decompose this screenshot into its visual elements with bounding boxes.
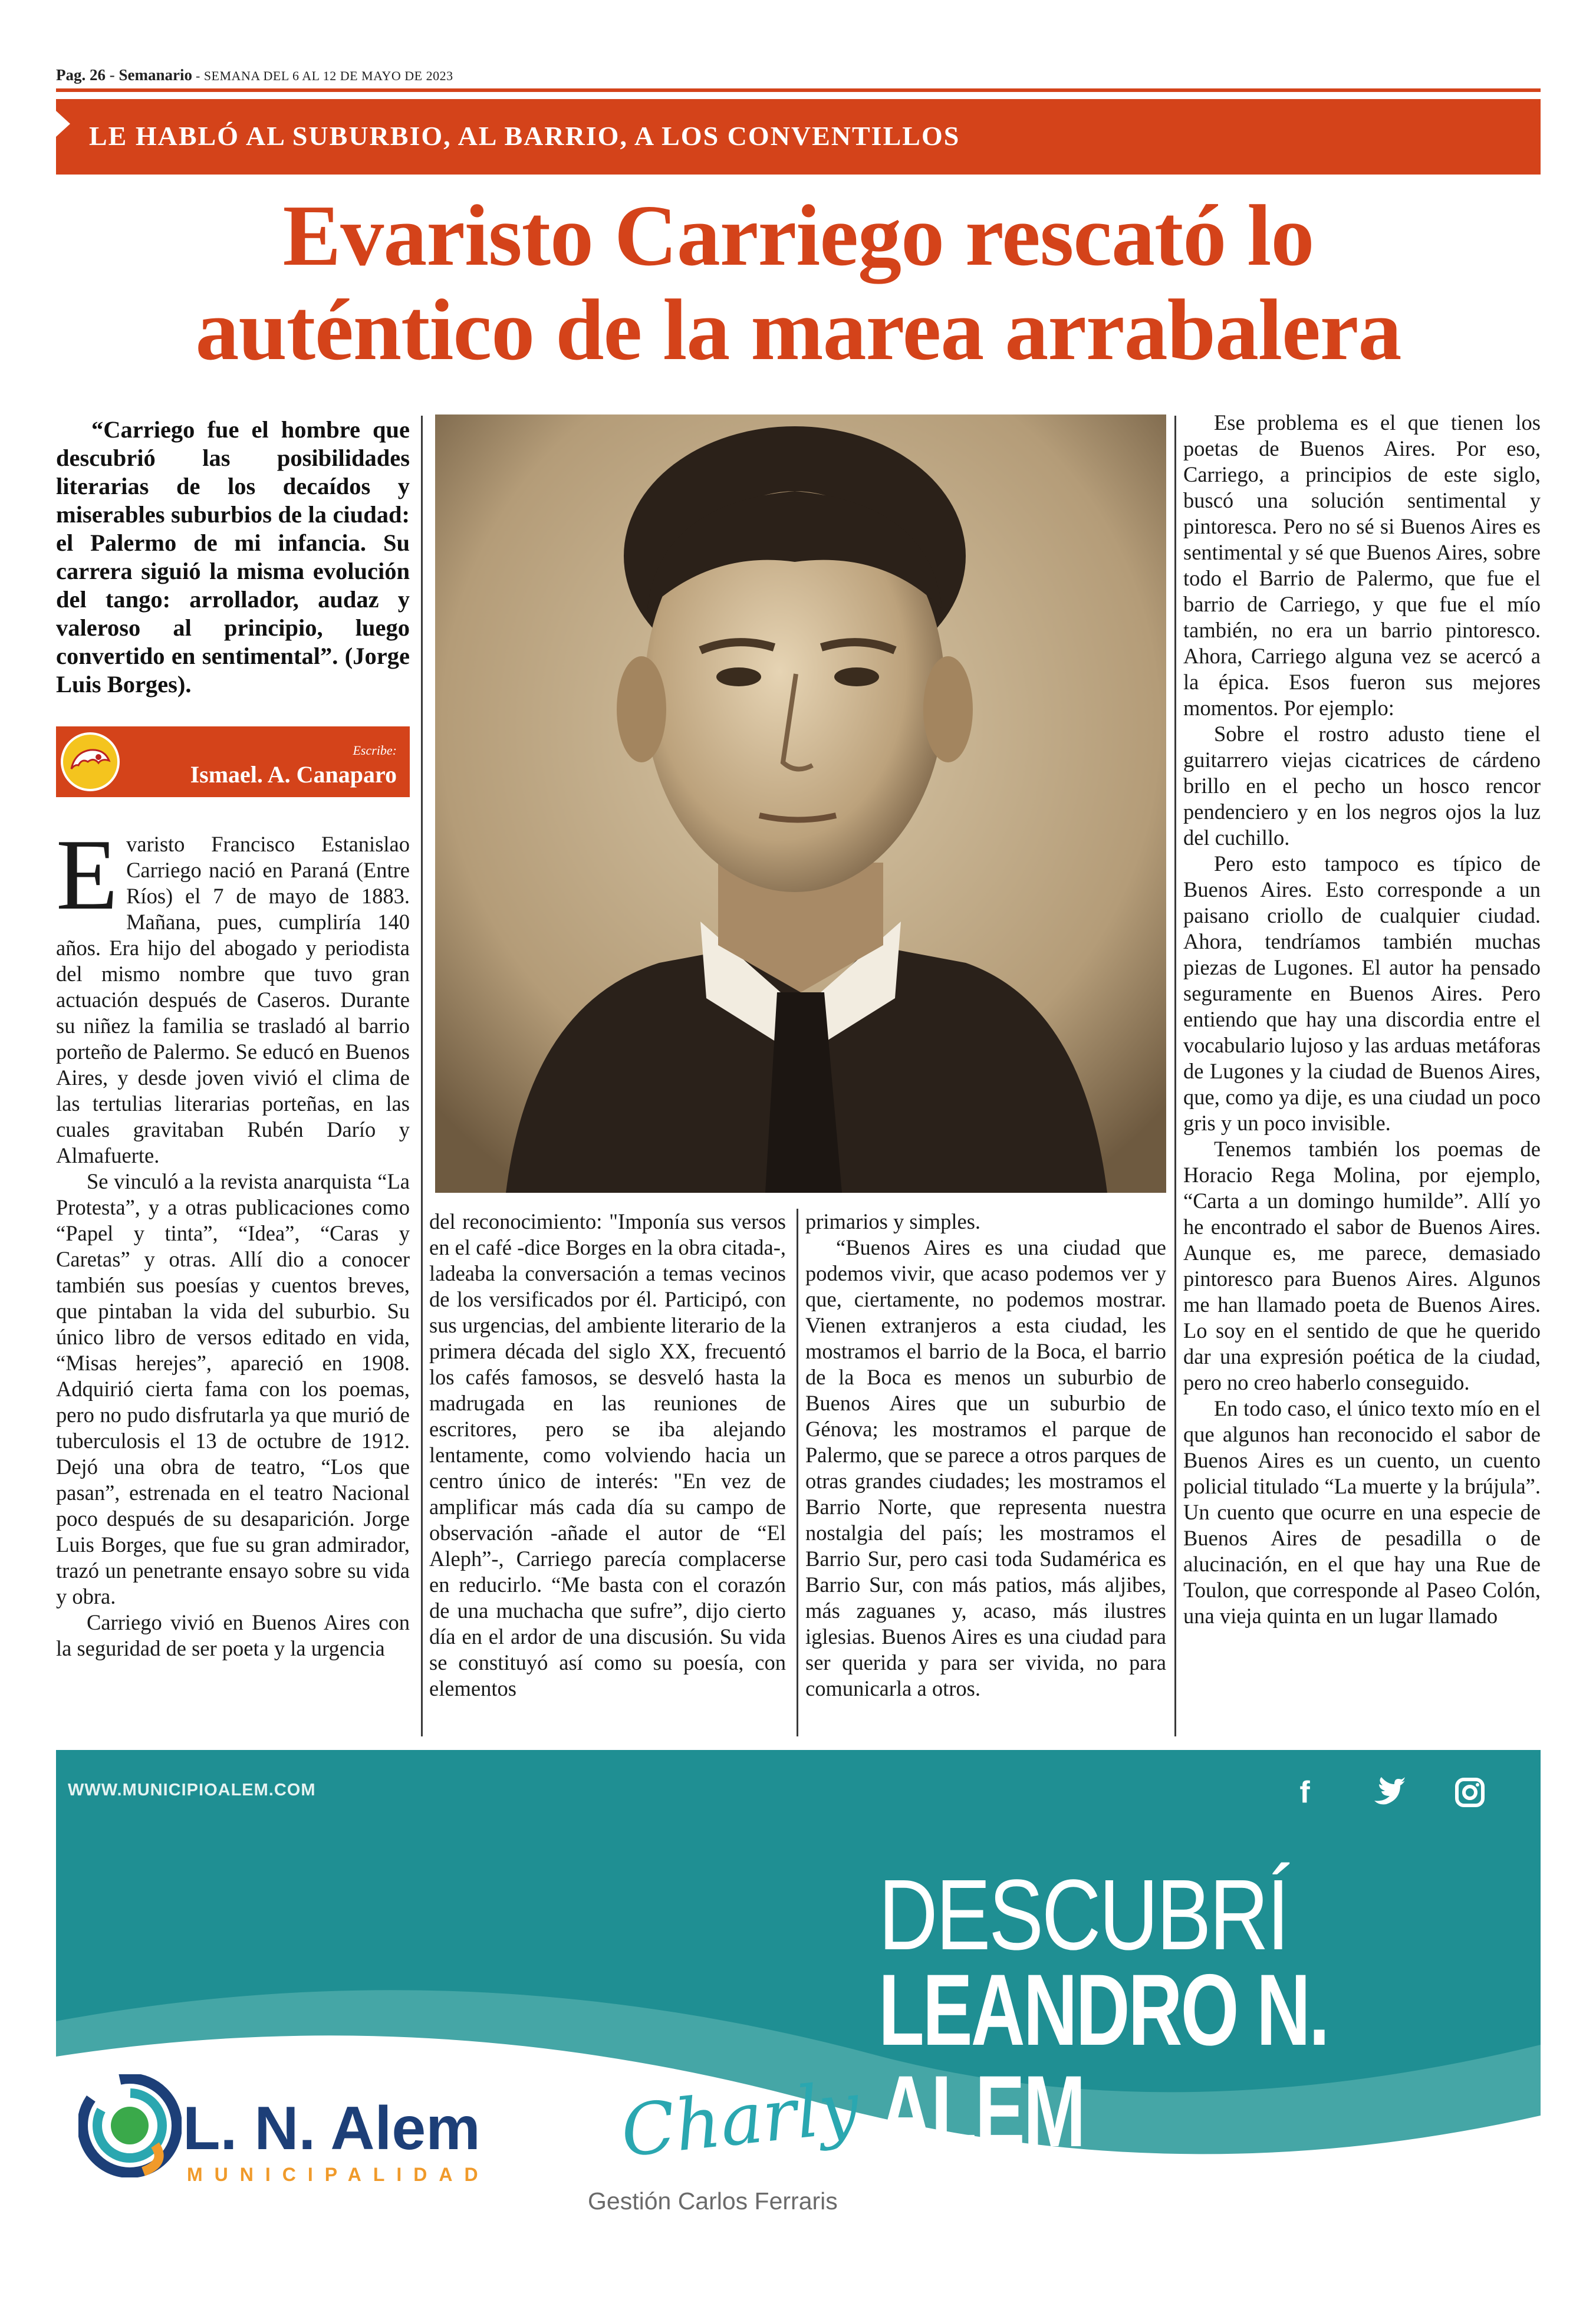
twitter-icon[interactable]	[1370, 1775, 1405, 1810]
publication-name: Semanario	[119, 66, 192, 84]
paragraph: Pero esto tampoco es típico de Buenos Aires. Esto corresponde a un paisano criollo de cualquier ciudad. Ahora, tendríamos también muchas piezas de Lugones. El autor ha pensado seguramente en Buenos Aires. Pero entiendo que hay una discordia entre el vocabulario lujoso y las arduas metáforas de Lugones y la ciudad de Buenos Aires, que, como ya dije, es una ciudad un poco gris y un poco invisible.	[1183, 851, 1541, 1135]
advertisement-banner	[56, 1750, 1541, 2316]
issue-week: - SEMANA DEL 6 AL 12 DE MAYO DE 2023	[192, 68, 453, 83]
headline	[56, 189, 1541, 377]
signature-caption: Gestión Carlos Ferraris	[588, 2187, 838, 2215]
headline-line-2: auténtico de la marea arrabalera	[195, 282, 1401, 379]
header-separator: -	[106, 66, 119, 84]
kicker-bar	[56, 99, 1541, 175]
drop-cap: E	[56, 819, 119, 931]
headline-line-1: Evaristo Carriego rescató lo	[282, 187, 1314, 284]
author-name: Ismael. A. Canaparo	[190, 761, 397, 788]
signature-logo: Charly	[617, 2067, 863, 2173]
paragraph-text: varisto Francisco Estanislao Carriego nació en Paraná (Entre Ríos) el 7 de mayo de 1883. Mañana, pues, cumpliría 140 años. Era hijo del abogado y periodista del mismo nombre que tuvo gran actuación después de Caseros. Durante su niñez la familia se trasladó al barrio porteño de Palermo. Se educó en Buenos Aires, y desde joven vivió el clima de las tertulias literarias porteñas, en las cuales gravitaban Rubén Darío y Almafuerte.	[56, 832, 410, 1167]
paragraph	[56, 819, 410, 1169]
column-divider	[421, 416, 423, 1736]
municipality-logo-icon	[78, 2074, 182, 2177]
kicker-text: LE HABLÓ AL SUBURBIO, AL BARRIO, A LOS CONVENTILLOS	[89, 121, 960, 151]
column-divider	[797, 1209, 798, 1736]
ad-headline-line-1: DESCUBRÍ	[878, 1859, 1288, 1971]
paragraph: En todo caso, el único texto mío en el que algunos han reconocido el sabor de Buenos Aires es un cuento, un cuento policial titulado “La muerte y la brújula”. Un cuento que ocurre en una especie de Buenos Aires de pesadilla o de alucinación, en el que hay una Rue de Toulon, que corresponde al Paseo Colón, una vieja quinta en un lugar llamado	[1183, 1396, 1541, 1628]
kicker-triangle-icon	[56, 111, 70, 137]
page-header	[56, 66, 453, 84]
paragraph: Se vinculó a la revista anarquista “La Protesta”, y a otras publicaciones como “Papel y tinta”, “Idea”, “Caras y Caretas” y otras. Allí dio a conocer también sus poesías y cuentos breves, que pintaban la vida del suburbio. Su único libro de versos editado en vida, “Misas herejes”, apareció en 1908. Adquirió cierta fama con los poemas, pero no pudo disfrutarla ya que murió de tuberculosis el 13 de octubre de 1912. Dejó una obra de teatro, “Los que pasan”, estrenada en el teatro Nacional poco después de su desaparición. Jorge Luis Borges, que fue su gran admirador, trazó un penetrante ensayo sobre su vida y obra.	[56, 1169, 410, 1608]
instagram-icon[interactable]	[1452, 1775, 1488, 1810]
article-column-1	[56, 819, 410, 1662]
paragraph: del reconocimiento: "Imponía sus versos en el café -dice Borges en la obra citada-, ladeaba la conversación a temas vecinos de los versificados por él. Participó, con sus urgencias, del ambiente literario de la primera década del siglo XX, frecuentó los cafés famosos, se desveló hasta la madrugada en las reuniones de escritores, pero se iba alejando lentamente, como volviendo hacia un centro único de interés: "En vez de amplificar más cada día su campo de observación -añade el autor de “El Aleph”-, Carriego parecía complacerse en reducirlo. “Me basta con el corazón de una muchacha que sufre”, dijo cierto día en el ardor de una discusión. Su vida se constituyó así como su poesía, con elementos	[429, 1209, 786, 1700]
page-number: Pag. 26	[56, 66, 106, 84]
ad-headline-line-2: LEANDRO N. ALEM	[878, 1953, 1328, 2168]
paragraph: Ese problema es el que tienen los poetas de Buenos Aires. Por eso, Carriego, a principios de este siglo, buscó una solución sentimental y pintoresca. Pero no sé si Buenos Aires es sentimental y sé que Buenos Aires, sobre todo el Barrio de Palermo, que fue el barrio de Carriego, y que fue el mío también, no era un barrio pintoresco. Ahora, Carriego alguna vez se acercó a la épica. Esos fueron sus mejores momentos. Por ejemplo:	[1183, 410, 1541, 720]
article-column-3	[805, 1209, 1166, 1702]
article-column-2	[429, 1209, 786, 1702]
municipality-logo-subtitle: MUNICIPALIDAD	[187, 2164, 490, 2185]
paragraph: Carriego vivió en Buenos Aires con la seguridad de ser poeta y la urgencia	[56, 1610, 410, 1660]
byline-box	[56, 726, 410, 797]
paragraph: “Buenos Aires es una ciudad que podemos vivir, que acaso podemos ver y que, ciertamente, no podemos mostrar. Vienen extranjeros a esta ciudad, les mostramos el barrio de la Boca, el barrio de la Boca es menos un suburbio de Buenos Aires que un suburbio de Génova; les mostramos el parque de Palermo, que se parece a otros parques de otras grandes ciudades; les mostramos el Barrio Norte, que representa nuestra nostalgia del país; les mostramos el Barrio Sur, pero casi toda Sudamérica es Barrio Sur, con más patios, más aljibes, más zaguanes y, acaso, más ilustres iglesias. Buenos Aires es una ciudad para ser querida y para ser vivida, no para comunicarla a otros.	[805, 1235, 1166, 1700]
portrait-photo	[435, 414, 1166, 1193]
paragraph: Sobre el rostro adusto tiene el guitarrero viejas cicatrices de cárdeno brillo en el pecho un hosco rencor pendenciero y en los negros ojos la luz del cuchillo.	[1183, 722, 1541, 850]
pull-quote: “Carriego fue el hombre que descubrió las posibilidades literarias de los decaídos y miserables suburbios de la ciudad: el Palermo de mi infancia. Su carrera siguió la misma evolución del tango: arrollador, audaz y valeroso al principio, luego convertido en sentimental”. (Jorge Luis Borges).	[56, 416, 410, 698]
paragraph: Tenemos también los poemas de Horacio Rega Molina, por ejemplo, “Carta a un domingo humilde”. Allí yo he encontrado el sabor de Buenos Aires. Aunque es, me parece, demasiado pintoresco para Buenos Aires. Algunos me han llamado poeta de Buenos Aires. Lo soy en el sentido de que he querido dar una expresión poética de la ciudad, pero no creo haberlo conseguido.	[1183, 1137, 1541, 1394]
facebook-icon[interactable]: f	[1299, 1775, 1310, 1810]
header-rule	[56, 88, 1541, 92]
author-logo-icon	[61, 732, 120, 791]
column-divider	[1174, 416, 1176, 1736]
website-url[interactable]: WWW.MUNICIPIOALEM.COM	[68, 1781, 316, 1799]
municipality-logo-name: L. N. Alem	[183, 2094, 481, 2163]
article-column-4	[1183, 410, 1541, 1629]
paragraph: primarios y simples.	[805, 1209, 981, 1233]
byline-label: Escribe:	[353, 743, 397, 758]
